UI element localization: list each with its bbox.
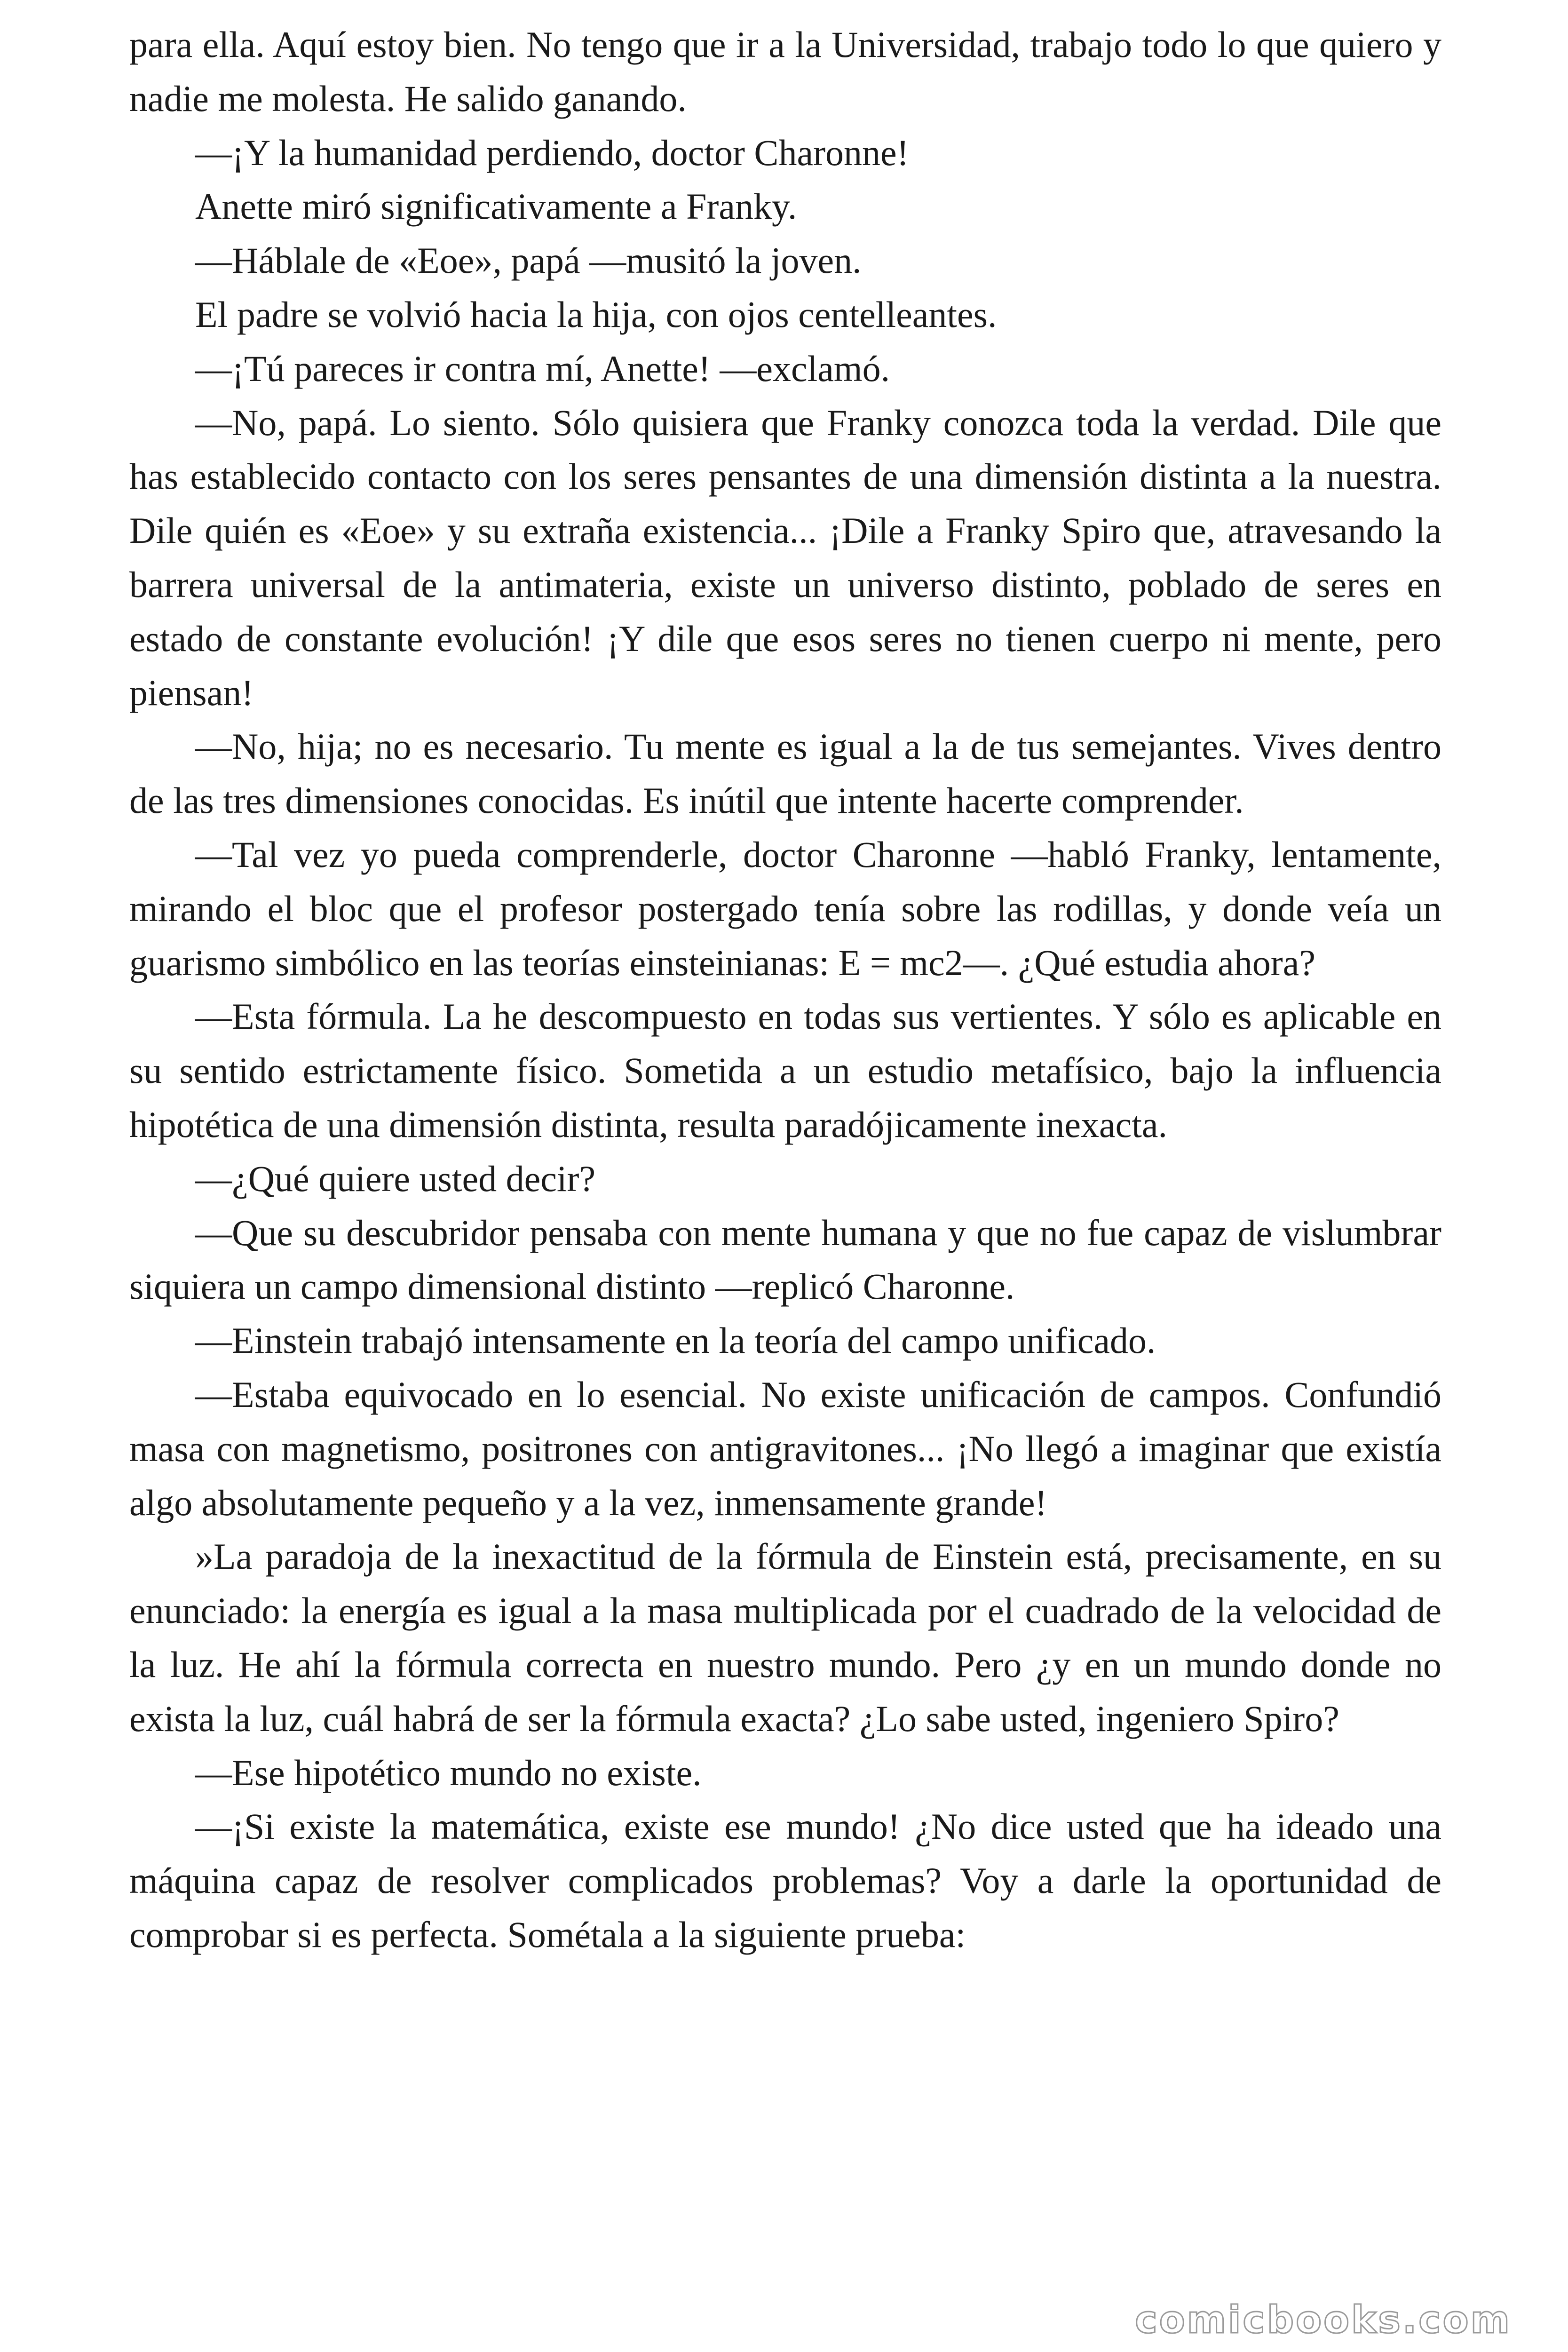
paragraph-6: —¡Tú pareces ir contra mí, Anette! —exclamó. [195, 348, 890, 389]
paragraph-3: Anette miró significativamente a Franky. [195, 186, 797, 227]
paragraph-1: para ella. Aquí estoy bien. No tengo que ir a la Universidad, trabajo todo lo que quiero y nadie me molesta. He salido ganando. [129, 24, 1441, 119]
paragraph-8: —No, hija; no es necesario. Tu mente es igual a la de tus semejantes. Vives dentro de las tres dimensiones conocidas. Es inútil que intente hacerte comprender. [129, 726, 1441, 821]
paragraph-12: —Que su descubridor pensaba con mente humana y que no fue capaz de vislumbrar siquiera un campo dimensional distinto —replicó Charonne. [129, 1212, 1441, 1307]
paragraph-5: El padre se volvió hacia la hija, con ojos centelleantes. [195, 294, 997, 335]
paragraph-14: —Estaba equivocado en lo esencial. No existe unificación de campos. Confundió masa con magnetismo, positrones con antigravitones... ¡No llegó a imaginar que existía algo absolutamente pequeño y a la vez, inmensamente grande! [129, 1374, 1441, 1523]
paragraph-11: —¿Qué quiere usted decir? [195, 1158, 596, 1199]
paragraph-13: —Einstein trabajó intensamente en la teoría del campo unificado. [195, 1320, 1156, 1361]
paragraph-2: —¡Y la humanidad perdiendo, doctor Charonne! [195, 132, 909, 173]
paragraph-10: —Esta fórmula. La he descompuesto en todas sus vertientes. Y sólo es aplicable en su sentido estrictamente físico. Sometida a un estudio metafísico, bajo la influencia hipotética de una dimensión distinta, resulta paradójicamente inexacta. [129, 996, 1441, 1145]
paragraph-15: »La paradoja de la inexactitud de la fórmula de Einstein está, precisamente, en su enunciado: la energía es igual a la masa multiplicada por el cuadrado de la velocidad de la luz. He ahí la fórmula correcta en nuestro mundo. Pero ¿y en un mundo donde no exista la luz, cuál habrá de ser la fórmula exacta? ¿Lo sabe usted, ingeniero Spiro? [129, 1536, 1441, 1739]
paragraph-9: —Tal vez yo pueda comprenderle, doctor Charonne —habló Franky, lentamente, mirando el bloc que el profesor postergado tenía sobre las rodillas, y donde veía un guarismo simbólico en las teorías einsteinianas: E = mc2—. ¿Qué estudia ahora? [129, 834, 1441, 983]
paragraph-16: —Ese hipotético mundo no existe. [195, 1752, 702, 1793]
paragraph-4: —Háblale de «Eoe», papá —musitó la joven. [195, 240, 862, 281]
watermark-logo: comicbooks.com [1135, 2298, 1512, 2342]
paragraph-7: —No, papá. Lo siento. Sólo quisiera que Franky conozca toda la verdad. Dile que has establecido contacto con los seres pensantes de una dimensión distinta a la nuestra. Dile quién es «Eoe» y su extraña existencia... ¡Dile a Franky Spiro que, atravesando la barrera universal de la antimateria, existe un universo distinto, poblado de seres en estado de constante evolución! ¡Y dile que esos seres no tienen cuerpo ni mente, pero piensan! [129, 402, 1441, 713]
book-page-text [129, 18, 1441, 1962]
paragraph-17: —¡Si existe la matemática, existe ese mundo! ¿No dice usted que ha ideado una máquina capaz de resolver complicados problemas? Voy a darle la oportunidad de comprobar si es perfecta. Sométala a la siguiente prueba: [129, 1806, 1441, 1955]
